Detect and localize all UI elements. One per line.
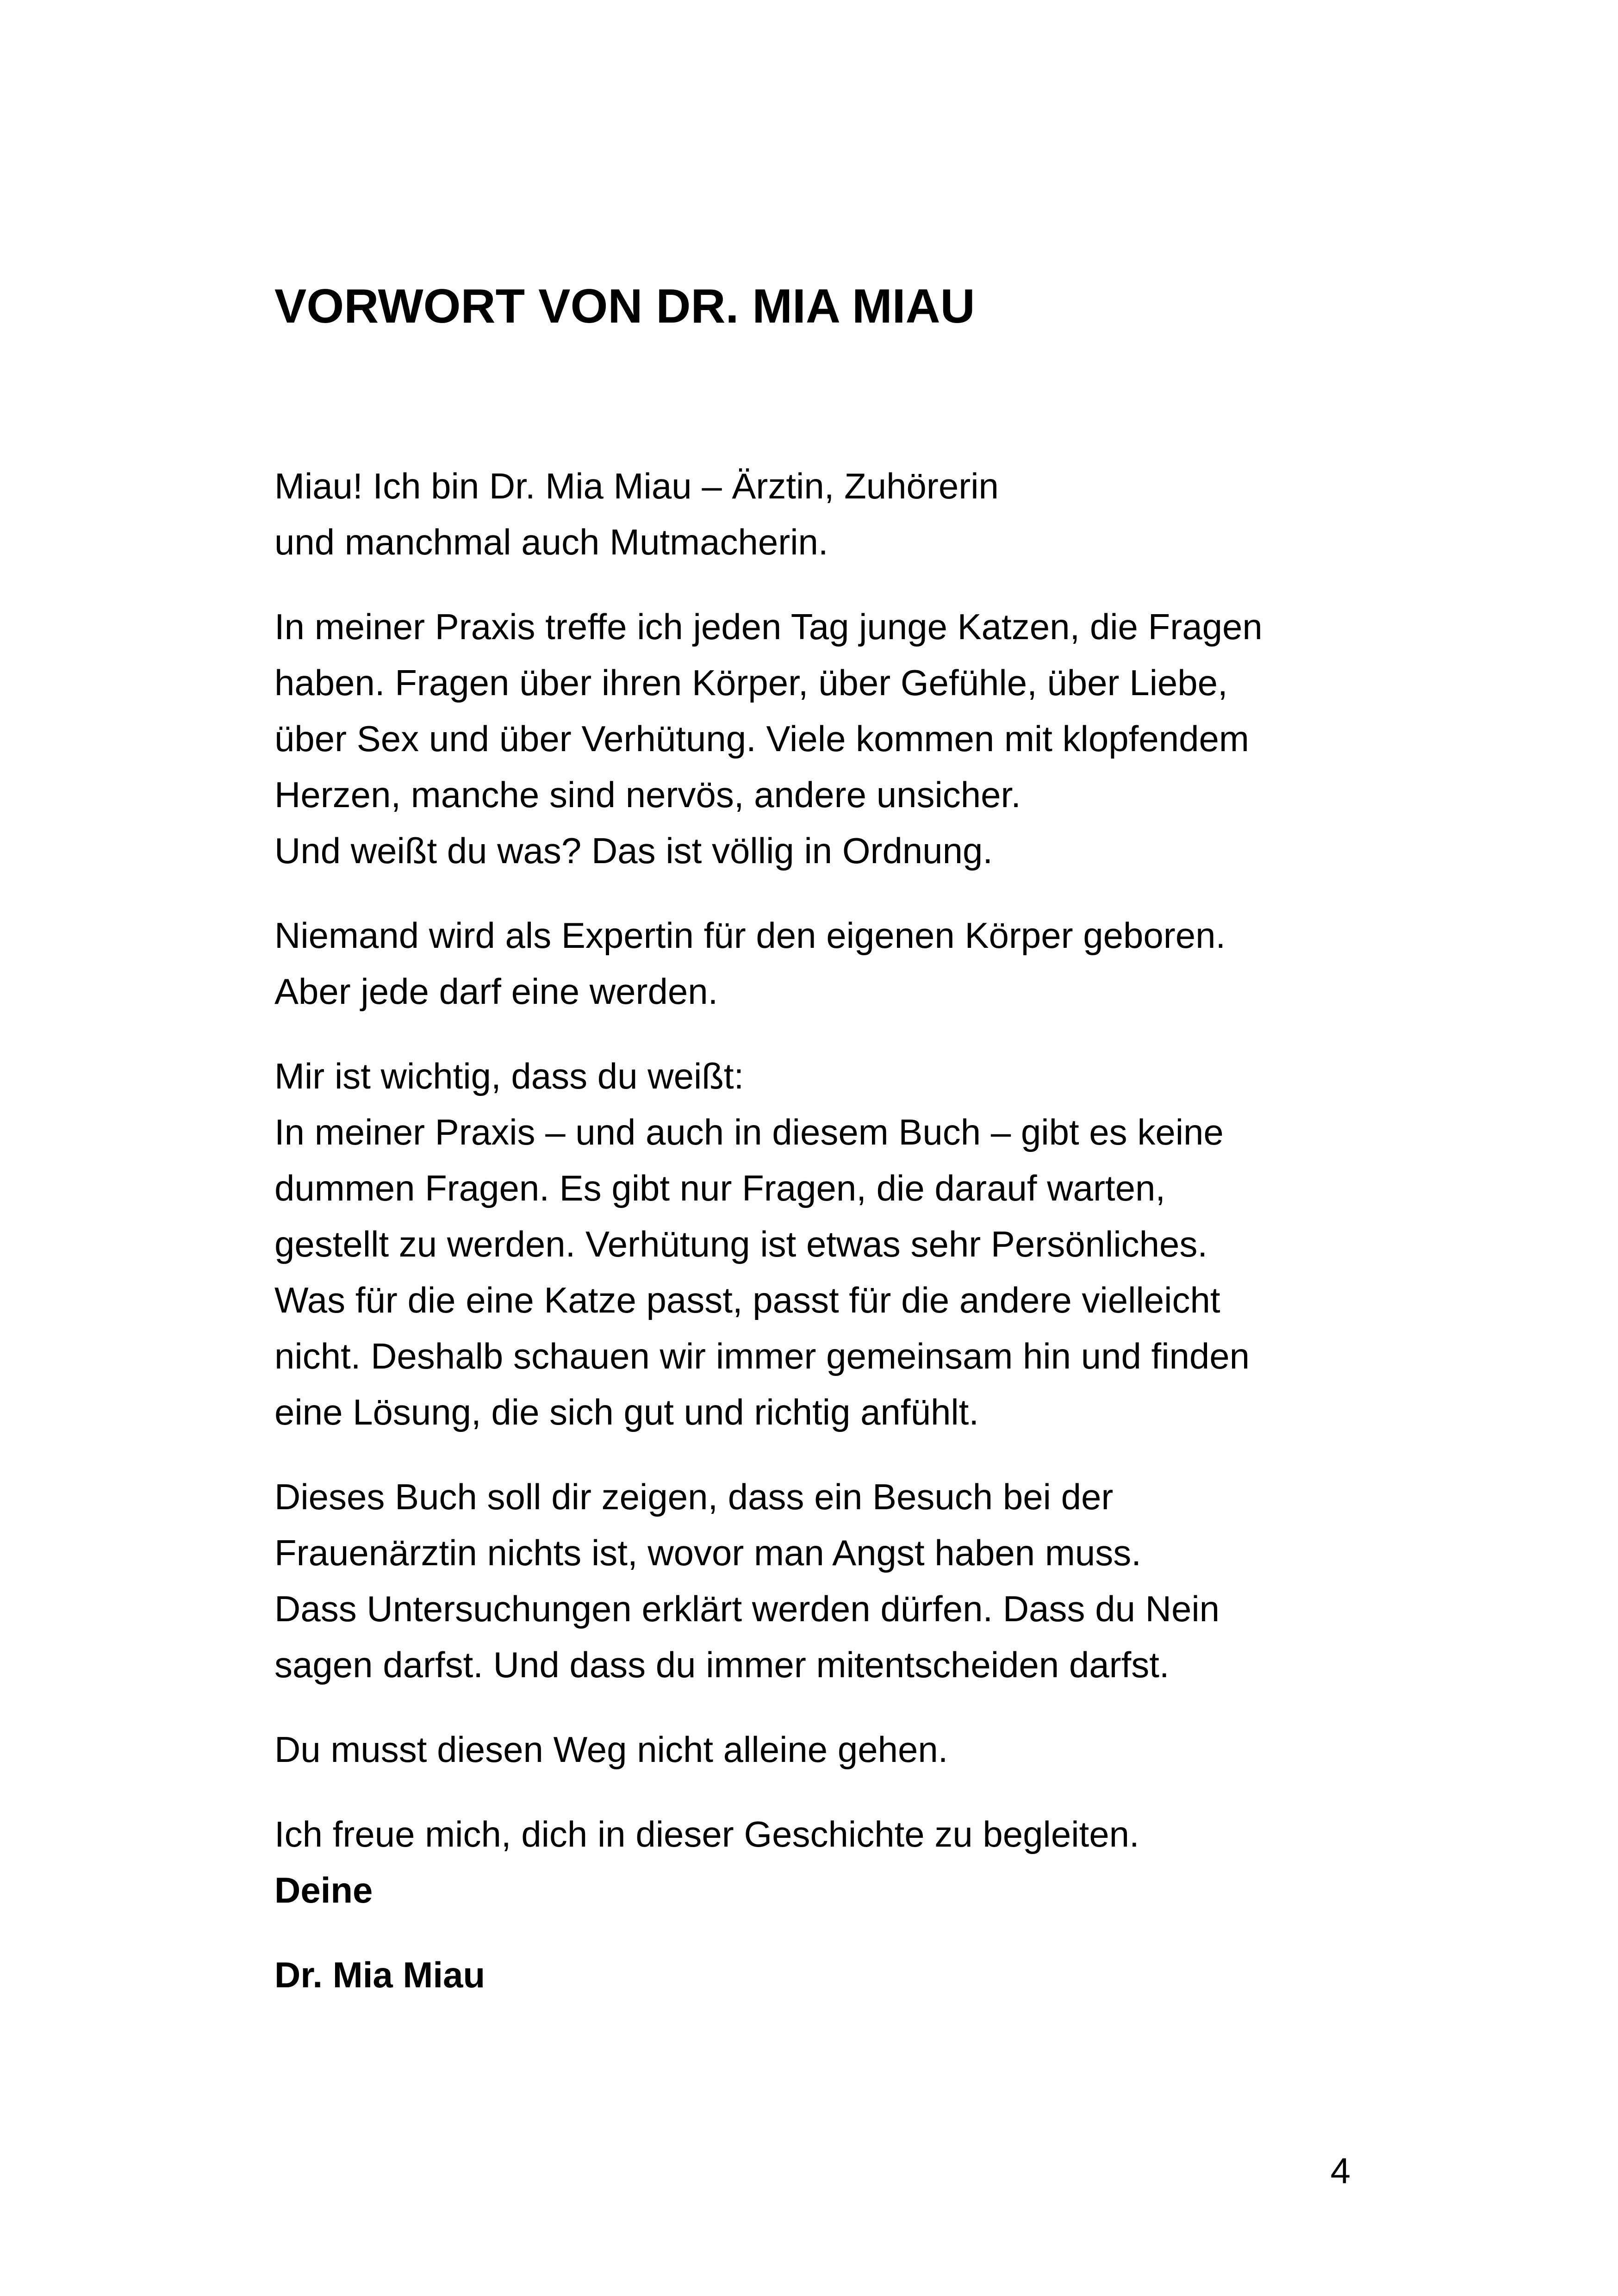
text-line: Was für die eine Katze passt, passt für die andere vielleicht (274, 1280, 1220, 1320)
page-number: 4 (1330, 2150, 1350, 2191)
text-line: Herzen, manche sind nervös, andere unsicher. (274, 774, 1021, 815)
paragraph-expert (274, 908, 1376, 1020)
text-line: haben. Fragen über ihren Körper, über Gefühle, über Liebe, (274, 662, 1228, 703)
text-line: über Sex und über Verhütung. Viele kommen mit klopfendem (274, 718, 1249, 759)
signature-block (274, 1947, 1376, 2003)
text-line: gestellt zu werden. Verhütung ist etwas sehr Persönliches. (274, 1224, 1208, 1264)
text-line: und manchmal auch Mutmacherin. (274, 522, 828, 562)
text-line: Mir ist wichtig, dass du weißt: (274, 1056, 744, 1096)
text-line: Ich freue mich, dich in dieser Geschichte zu begleiten. (274, 1814, 1139, 1854)
signature-name: Dr. Mia Miau (274, 1954, 485, 1995)
text-line: Aber jede darf eine werden. (274, 971, 718, 1012)
text-line: eine Lösung, die sich gut und richtig anfühlt. (274, 1392, 979, 1432)
text-line: dummen Fragen. Es gibt nur Fragen, die darauf warten, (274, 1168, 1166, 1208)
paragraph-book-purpose (274, 1469, 1376, 1693)
paragraph-intro (274, 458, 1376, 570)
text-line: Dieses Buch soll dir zeigen, dass ein Besuch bei der (274, 1476, 1114, 1517)
text-line: Miau! Ich bin Dr. Mia Miau – Ärztin, Zuhörerin (274, 466, 999, 506)
page-title: VORWORT VON DR. MIA MIAU (274, 280, 975, 333)
text-line: Frauenärztin nichts ist, wovor man Angst haben muss. (274, 1532, 1141, 1573)
closing-salutation: Deine (274, 1870, 373, 1910)
paragraph-practice (274, 599, 1376, 879)
paragraph-not-alone (274, 1722, 1376, 1778)
text-line: In meiner Praxis treffe ich jeden Tag junge Katzen, die Fragen (274, 606, 1263, 647)
text-line: nicht. Deshalb schauen wir immer gemeinsam hin und finden (274, 1336, 1250, 1376)
text-line: Dass Untersuchungen erklärt werden dürfen. Dass du Nein (274, 1588, 1220, 1629)
text-line: In meiner Praxis – und auch in diesem Buch – gibt es keine (274, 1112, 1224, 1152)
foreword-body (274, 458, 1376, 2032)
paragraph-questions (274, 1048, 1376, 1440)
text-line: Und weißt du was? Das ist völlig in Ordnung. (274, 830, 993, 871)
text-line: Niemand wird als Expertin für den eigenen Körper geboren. (274, 915, 1226, 956)
paragraph-closing (274, 1806, 1376, 1918)
text-line: sagen darfst. Und dass du immer mitentscheiden darfst. (274, 1644, 1170, 1685)
text-line: Du musst diesen Weg nicht alleine gehen. (274, 1729, 948, 1770)
